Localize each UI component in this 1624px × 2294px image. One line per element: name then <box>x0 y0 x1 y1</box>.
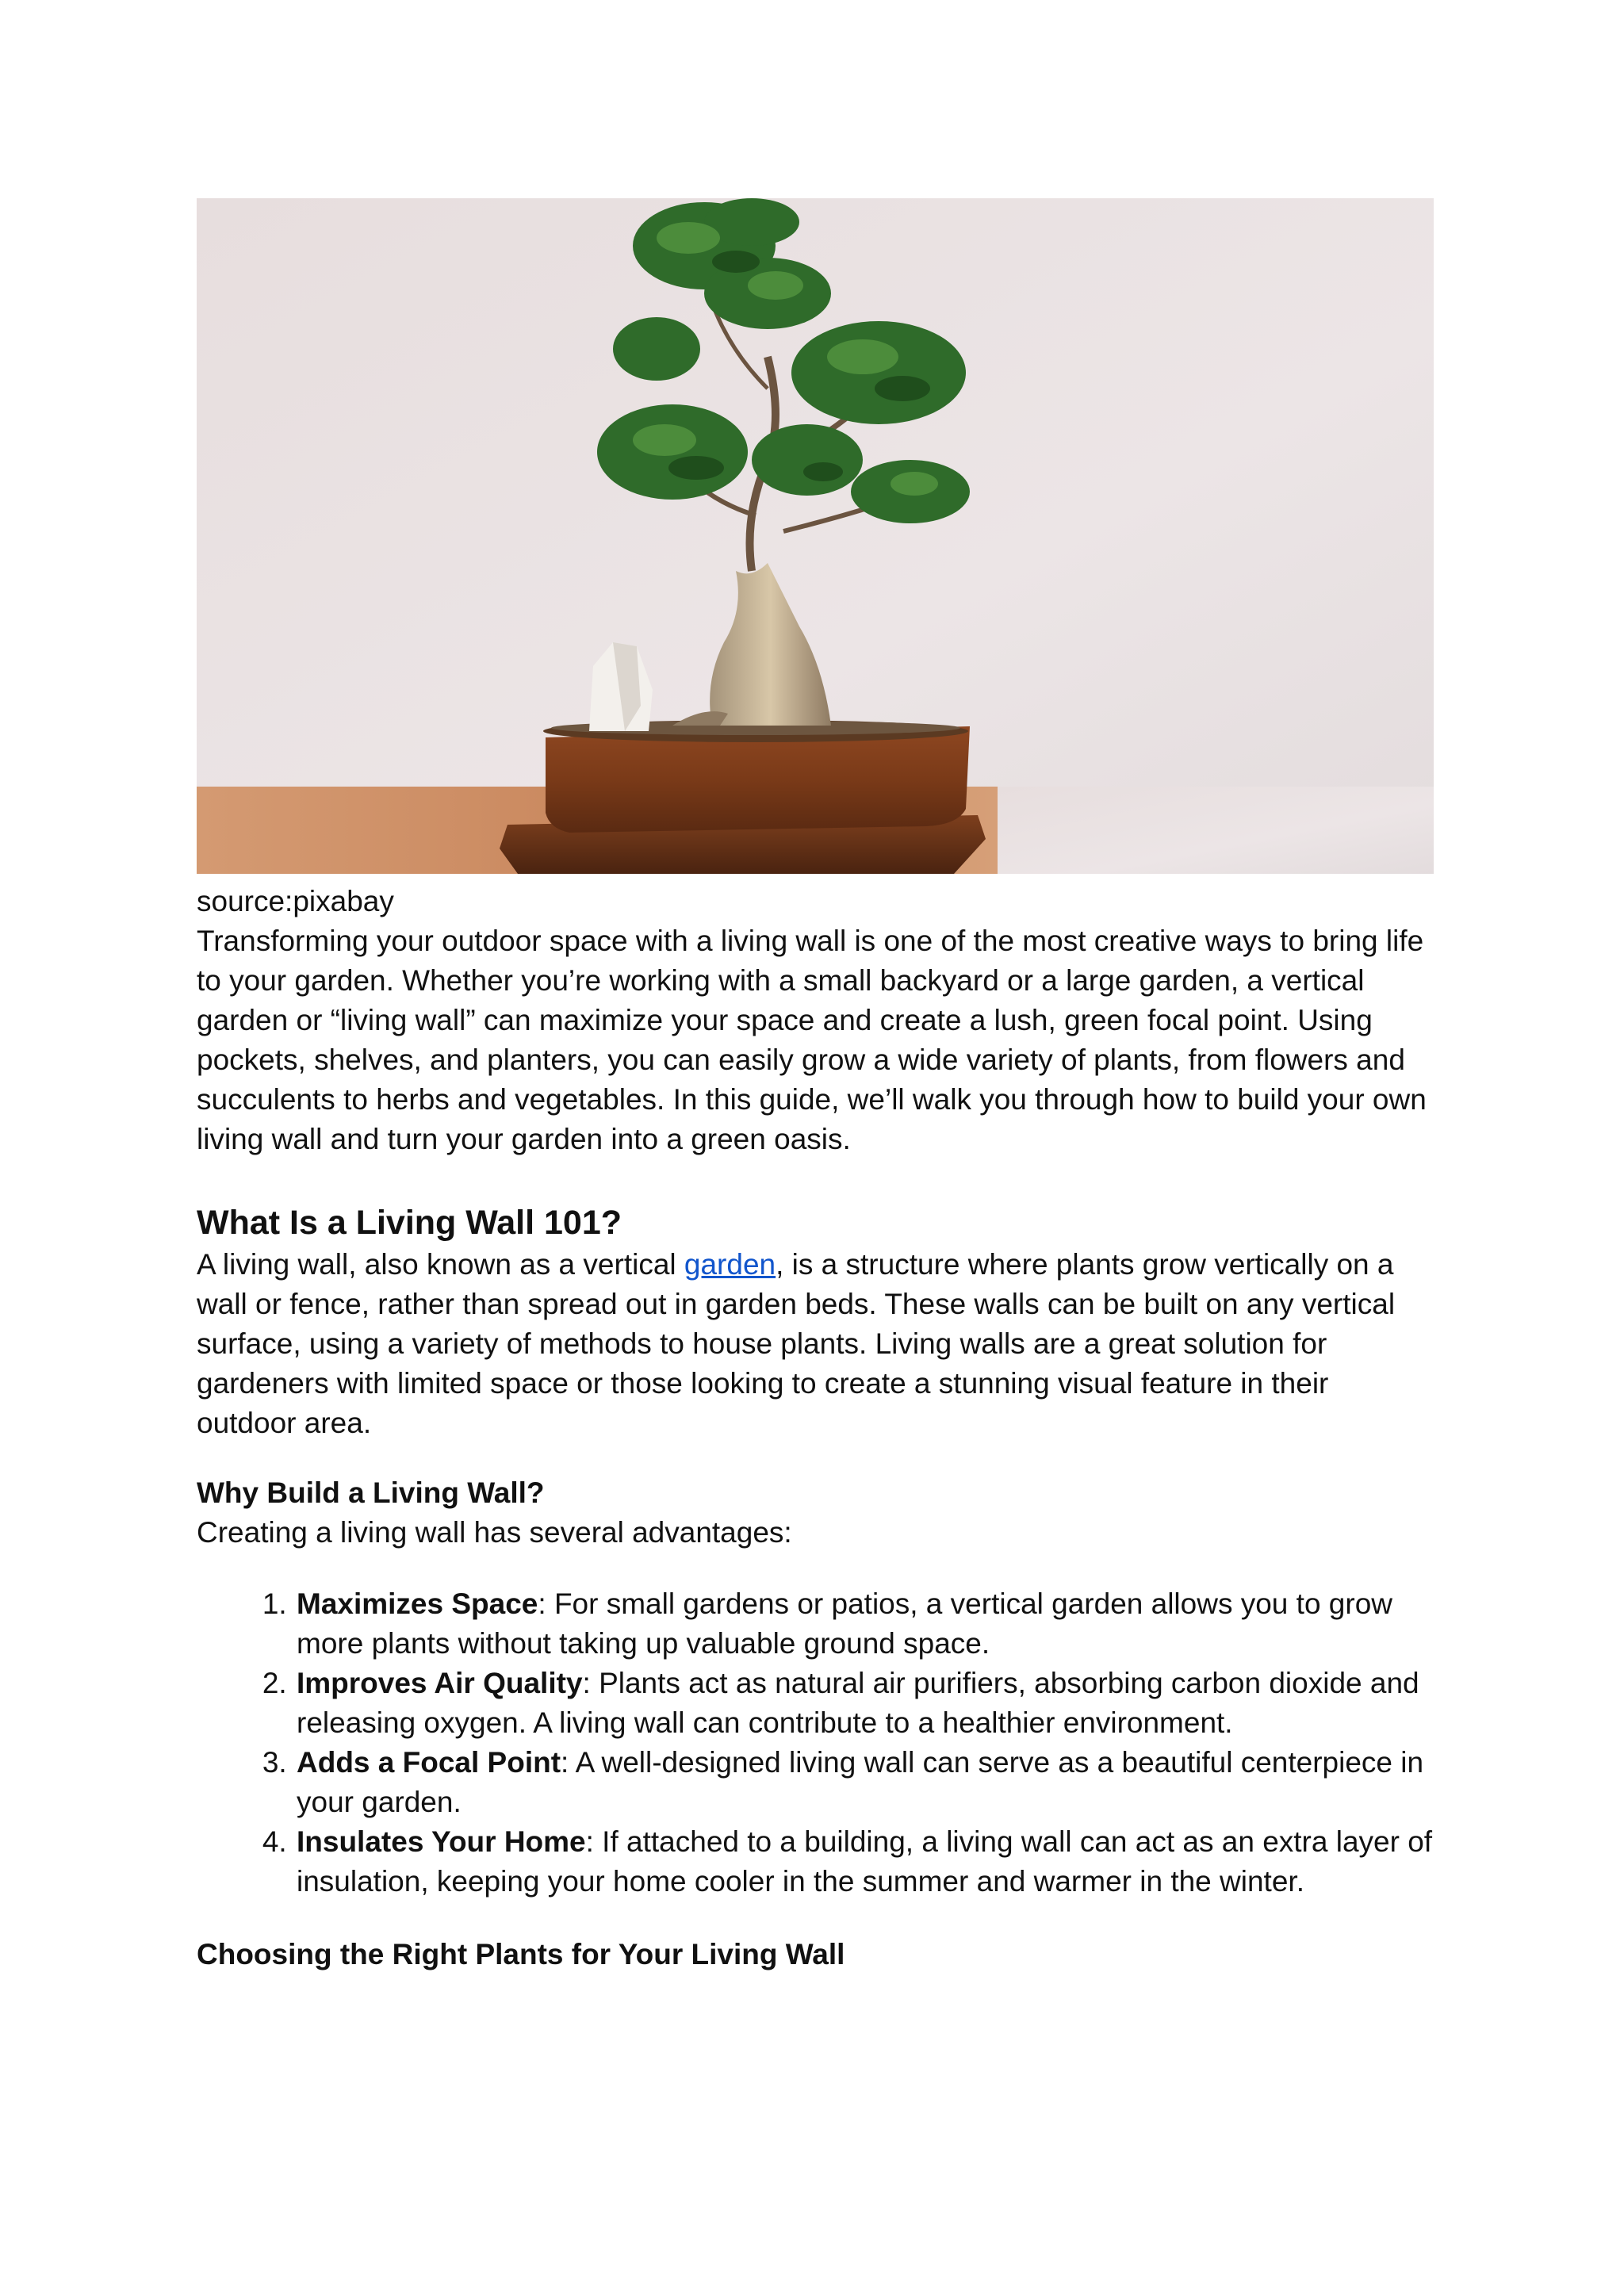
advantages-list <box>197 1584 1434 1901</box>
list-item-title: Insulates Your Home <box>297 1825 586 1858</box>
list-item-title: Adds a Focal Point <box>297 1746 561 1779</box>
bonsai-photo <box>197 198 1434 874</box>
document-page <box>197 198 1434 1974</box>
section-heading-living-wall-101: What Is a Living Wall 101? <box>197 1204 622 1242</box>
list-item <box>295 1664 1434 1743</box>
section-heading-why-build: Why Build a Living Wall? <box>197 1476 545 1509</box>
list-item-title: Maximizes Space <box>297 1587 538 1620</box>
living-wall-definition-paragraph <box>197 1245 1434 1443</box>
list-item <box>295 1584 1434 1664</box>
definition-text-end: , is a structure where plants grow vertically on a wall or fence, rather than spread out in garden beds. These walls can be built on any vertical surface, using a variety of methods to house plants. Living walls are a great solution for gardeners with limited space or those looking to create a stunning visual feature in their outdoor area. <box>197 1248 1396 1439</box>
list-item <box>295 1822 1434 1901</box>
list-item-text: : If attached to a building, a living wall can act as an extra layer of insulation, keeping your home cooler in the summer and warmer in the winter. <box>297 1825 1433 1898</box>
section-heading-choosing-plants: Choosing the Right Plants for Your Living Wall <box>197 1938 845 1970</box>
list-item-text: : For small gardens or patios, a vertical garden allows you to grow more plants without taking up valuable ground space. <box>297 1587 1392 1660</box>
list-item-title: Improves Air Quality <box>297 1667 583 1699</box>
definition-text-start: A living wall, also known as a vertical <box>197 1248 684 1281</box>
garden-link[interactable]: garden <box>684 1248 776 1281</box>
image-caption: source:pixabay <box>197 885 394 917</box>
advantages-lead-paragraph: Creating a living wall has several advantages: <box>197 1516 792 1549</box>
intro-paragraph: Transforming your outdoor space with a living wall is one of the most creative ways to bring life to your garden. Whether you’re working with a small backyard or a large garden, a vertical garden or “living wall” can maximize your space and create a lush, green focal point. Using pockets, shelves, and planters, you can easily grow a wide variety of plants, from flowers and succulents to herbs and vegetables. In this guide, we’ll walk you through how to build your own living wall and turn your garden into a green oasis. <box>197 925 1427 1155</box>
list-item <box>295 1743 1434 1822</box>
list-item-text: : Plants act as natural air purifiers, absorbing carbon dioxide and releasing oxygen. A living wall can contribute to a healthier environment. <box>297 1667 1419 1739</box>
list-item-text: : A well-designed living wall can serve as a beautiful centerpiece in your garden. <box>297 1746 1424 1818</box>
